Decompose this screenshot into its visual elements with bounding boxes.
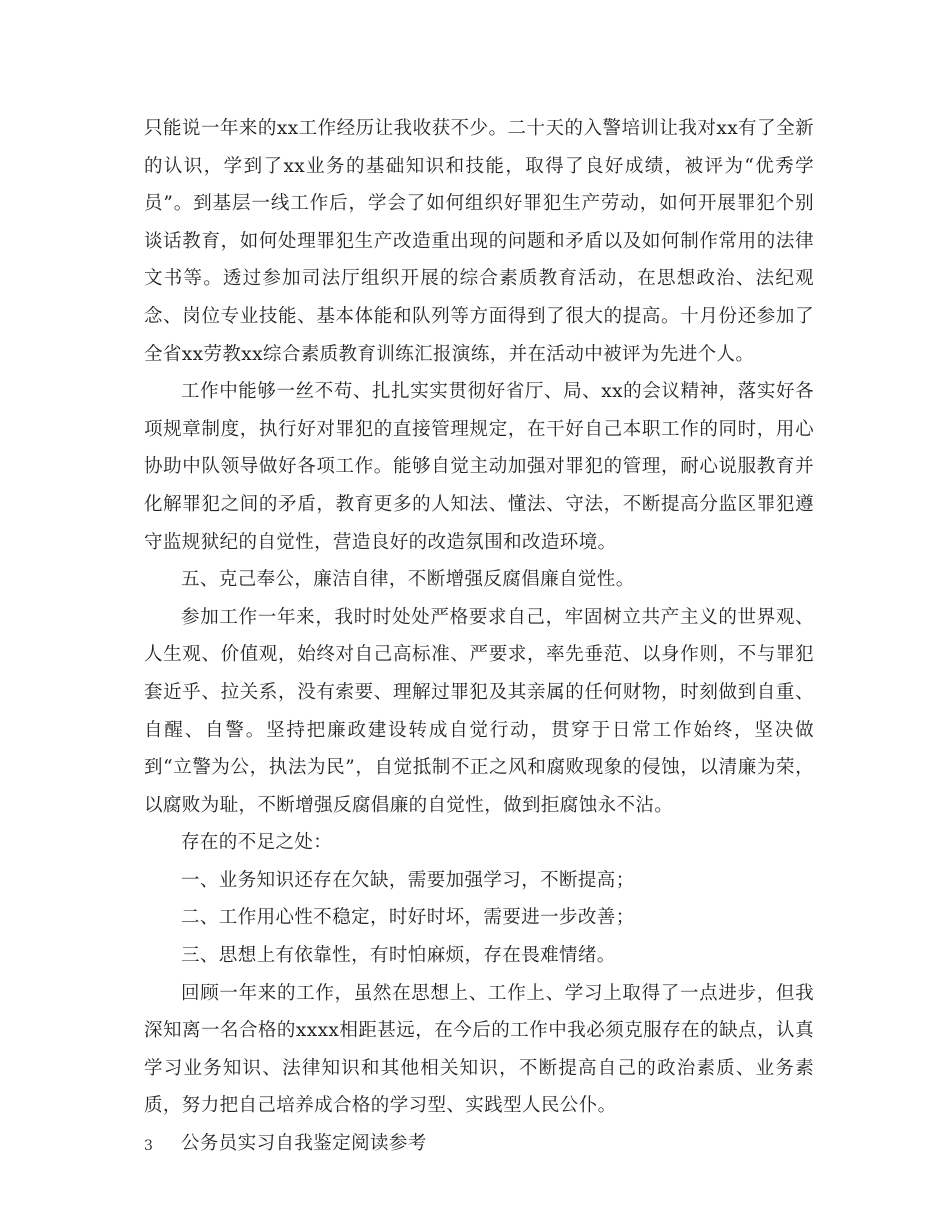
page-number: 3 [144,1138,153,1154]
closing-line: 公务员实习自我鉴定阅读参考 [181,1133,427,1155]
section-heading: 五、克己奉公，廉洁自律，不断增强反腐倡廉自觉性。 [181,569,635,591]
paragraph: 工作中能够一丝不苟、扎扎实实贯彻好省厅、局、xx的会议精神，落实好各项规章制度，执行好对罪犯的直接管理规定，在干好自己本职工作的同时，用心协助中队领导做好各项工作。能够自觉主动加强对罪犯的管理，耐心说服教育并化解罪犯之间的矛盾，教育更多的人知法、懂法、守法，不断提高分监区罪犯遵守监规狱纪的自觉性，营造良好的改造氛围和改造环境。 [144,381,814,553]
paragraph: 回顾一年来的工作，虽然在思想上、工作上、学习上取得了一点进步，但我深知离一名合格的xxxx相距甚远，在今后的工作中我必须克服存在的缺点，认真学习业务知识、法律知识和其他相关知识，不断提高自己的政治素质、业务素质，努力把自己培养成合格的学习型、实践型人民公仆。 [144,982,814,1117]
paragraph: 参加工作一年来，我时时处处严格要求自己，牢固树立共产主义的世界观、人生观、价值观，始终对自己高标准、严要求，率先垂范、以身作则，不与罪犯套近乎、拉关系，没有索要、理解过罪犯及其亲属的任何财物，时刻做到自重、自醒、自警。坚持把廉政建设转成自觉行动，贯穿于日常工作始终，坚决做到“立警为公，执法为民”，自觉抵制不正之风和腐败现象的侵蚀，以清廉为荣，以腐败为耻，不断增强反腐倡廉的自觉性，做到拒腐蚀永不沾。 [144,606,814,816]
shortcomings-heading: 存在的不足之处： [181,832,333,854]
list-item: 二、工作用心性不稳定，时好时坏，需要进一步改善； [181,907,635,929]
list-item: 一、业务知识还存在欠缺，需要加强学习，不断提高； [181,869,635,891]
document-body [144,110,814,1163]
paragraph: 只能说一年来的xx工作经历让我收获不少。二十天的入警培训让我对xx有了全新的认识，学到了xx业务的基础知识和技能，取得了良好成绩，被评为“优秀学员”。到基层一线工作后，学会了如何组织好罪犯生产劳动，如何开展罪犯个别谈话教育，如何处理罪犯生产改造重出现的问题和矛盾以及如何制作常用的法律文书等。透过参加司法厅组织开展的综合素质教育活动，在思想政治、法纪观念、岗位专业技能、基本体能和队列等方面得到了很大的提高。十月份还参加了全省xx劳教xx综合素质教育训练汇报演练，并在活动中被评为先进个人。 [144,118,814,365]
list-item: 三、思想上有依靠性，有时怕麻烦，存在畏难情绪。 [181,945,616,967]
